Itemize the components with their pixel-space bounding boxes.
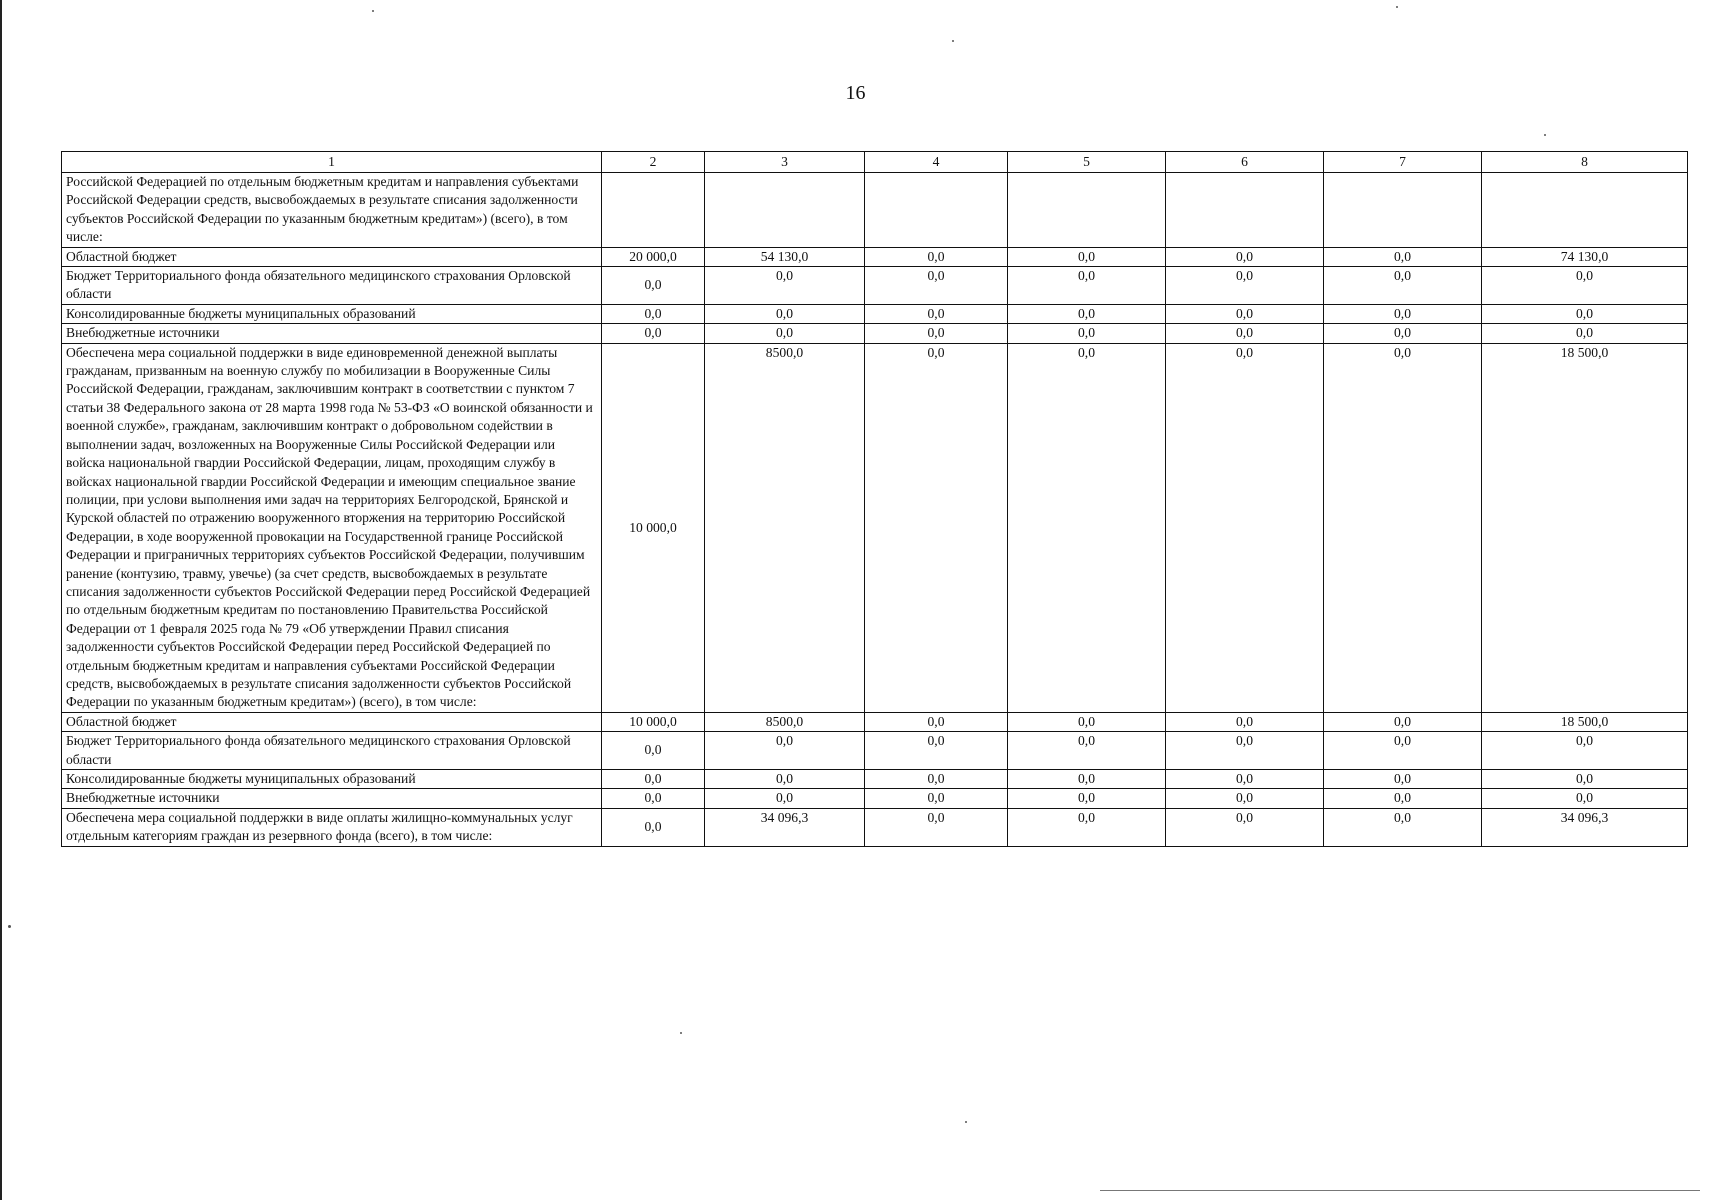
table-row <box>62 770 1688 789</box>
cell-value: 0,0 <box>705 324 865 343</box>
cell-value: 0,0 <box>602 732 705 770</box>
cell-value: 0,0 <box>1324 324 1482 343</box>
column-number: 8 <box>1482 152 1688 173</box>
cell-value: 0,0 <box>1482 324 1688 343</box>
cell-value: 0,0 <box>1324 808 1482 846</box>
column-number: 4 <box>865 152 1008 173</box>
cell-value: 0,0 <box>705 267 865 305</box>
column-number: 7 <box>1324 152 1482 173</box>
cell-value: 0,0 <box>1482 304 1688 323</box>
row-label: Бюджет Территориального фонда обязательного медицинского страхования Орловской области <box>62 267 602 305</box>
row-label: Бюджет Территориального фонда обязательного медицинского страхования Орловской области <box>62 732 602 770</box>
cell-value: 34 096,3 <box>1482 808 1688 846</box>
cell-value: 18 500,0 <box>1482 712 1688 731</box>
cell-value: 0,0 <box>1008 304 1166 323</box>
cell-value <box>1008 173 1166 248</box>
table-row <box>62 732 1688 770</box>
table-row <box>62 789 1688 808</box>
cell-value: 0,0 <box>705 789 865 808</box>
cell-value: 10 000,0 <box>602 712 705 731</box>
cell-value: 0,0 <box>865 808 1008 846</box>
table-row <box>62 304 1688 323</box>
scan-speck <box>952 40 954 42</box>
table-row <box>62 267 1688 305</box>
scan-speck <box>1544 134 1546 136</box>
table-row <box>62 247 1688 266</box>
page-number: 16 <box>845 82 866 104</box>
cell-value: 18 500,0 <box>1482 343 1688 712</box>
cell-value <box>705 173 865 248</box>
budget-table <box>61 151 1688 847</box>
cell-value: 0,0 <box>1324 267 1482 305</box>
table-row <box>62 173 1688 248</box>
column-number: 5 <box>1008 152 1166 173</box>
cell-value: 0,0 <box>1008 247 1166 266</box>
cell-value: 0,0 <box>602 808 705 846</box>
cell-value: 8500,0 <box>705 343 865 712</box>
cell-value: 0,0 <box>1482 789 1688 808</box>
column-number: 3 <box>705 152 865 173</box>
cell-value: 74 130,0 <box>1482 247 1688 266</box>
cell-value: 0,0 <box>705 732 865 770</box>
cell-value: 0,0 <box>1008 324 1166 343</box>
cell-value: 0,0 <box>602 770 705 789</box>
scan-speck <box>8 925 11 928</box>
cell-value: 0,0 <box>1008 732 1166 770</box>
scan-edge <box>0 0 2 1200</box>
column-number-row <box>62 152 1688 173</box>
table-row <box>62 343 1688 712</box>
column-number: 6 <box>1166 152 1324 173</box>
cell-value: 0,0 <box>1324 343 1482 712</box>
row-label: Консолидированные бюджеты муниципальных образований <box>62 770 602 789</box>
cell-value: 0,0 <box>1324 712 1482 731</box>
row-label: Внебюджетные источники <box>62 789 602 808</box>
column-number: 2 <box>602 152 705 173</box>
cell-value <box>865 173 1008 248</box>
cell-value: 8500,0 <box>705 712 865 731</box>
cell-value: 0,0 <box>602 267 705 305</box>
cell-value: 0,0 <box>865 712 1008 731</box>
scan-speck <box>680 1032 682 1034</box>
row-label: Обеспечена мера социальной поддержки в виде оплаты жилищно-коммунальных услуг отдельным категориям граждан из резервного фонда (всего), в том числе: <box>62 808 602 846</box>
cell-value: 0,0 <box>865 789 1008 808</box>
cell-value: 0,0 <box>1166 304 1324 323</box>
cell-value: 0,0 <box>1166 732 1324 770</box>
cell-value: 0,0 <box>865 247 1008 266</box>
cell-value: 0,0 <box>1324 770 1482 789</box>
column-number: 1 <box>62 152 602 173</box>
cell-value <box>1482 173 1688 248</box>
cell-value: 0,0 <box>1324 304 1482 323</box>
cell-value: 34 096,3 <box>705 808 865 846</box>
cell-value: 0,0 <box>1008 808 1166 846</box>
cell-value: 0,0 <box>1166 770 1324 789</box>
cell-value: 0,0 <box>1324 732 1482 770</box>
cell-value: 0,0 <box>1008 712 1166 731</box>
row-label: Областной бюджет <box>62 247 602 266</box>
cell-value: 0,0 <box>1324 789 1482 808</box>
cell-value: 0,0 <box>602 304 705 323</box>
cell-value: 0,0 <box>1166 247 1324 266</box>
cell-value: 20 000,0 <box>602 247 705 266</box>
cell-value: 0,0 <box>1482 732 1688 770</box>
cell-value: 0,0 <box>1324 247 1482 266</box>
cell-value: 0,0 <box>1166 267 1324 305</box>
cell-value: 0,0 <box>865 732 1008 770</box>
cell-value: 0,0 <box>705 770 865 789</box>
cell-value: 0,0 <box>1166 343 1324 712</box>
scan-edge-line <box>1100 1190 1700 1191</box>
cell-value: 0,0 <box>865 267 1008 305</box>
row-label: Консолидированные бюджеты муниципальных образований <box>62 304 602 323</box>
table-row <box>62 712 1688 731</box>
cell-value: 0,0 <box>1008 789 1166 808</box>
scan-speck <box>1396 6 1398 8</box>
cell-value: 0,0 <box>1008 770 1166 789</box>
row-label: Внебюджетные источники <box>62 324 602 343</box>
table-row <box>62 808 1688 846</box>
scan-speck <box>372 10 374 12</box>
row-label: Областной бюджет <box>62 712 602 731</box>
cell-value: 0,0 <box>865 304 1008 323</box>
cell-value <box>602 173 705 248</box>
cell-value <box>1324 173 1482 248</box>
cell-value: 0,0 <box>1482 267 1688 305</box>
cell-value: 54 130,0 <box>705 247 865 266</box>
row-label: Обеспечена мера социальной поддержки в виде единовременной денежной выплаты гражданам, призванным на военную службу по мобилизации в Вооруженные Силы Российской Федерации, гражданам, заключившим контракт в соответствии с пунктом 7 статьи 38 Федерального закона от 28 марта 1998 года № 53-ФЗ «О воинской обязанности и военной службе», гражданам, заключившим контракт о добровольном содействии в выполнении задач, возложенных на Вооруженные Силы Российской Федерации или войска национальной гвардии Российской Федерации, лицам, проходящим службу в войсках национальной гвардии Российской Федерации и имеющим специальное звание полиции, при услови выполнения ими задач на территориях Белгородской, Брянской и Курской областей по отражению вооруженного вторжения на территорию Российской Федерации, в ходе вооруженной провокации на Государственной границе Российской Федерации и приграничных территориях субъектов Российской Федерации, получившим ранение (контузию, травму, увечье) (за счет средств, высвобождаемых в результате списания задолженности субъектов Российской Федерации перед Российской Федерацией по отдельным бюджетным кредитам по постановлению Правительства Российской Федерации от 1 февраля 2025 года № 79 «Об утверждении Правил списания задолженности субъектов Российской Федерации перед Российской Федерацией по отдельным бюджетным кредитам и направления субъектами Российской Федерации средств, высвобождаемых в результате списания задолженности субъектов Российской Федерации по указанным бюджетным кредитам») (всего), в том числе: <box>62 343 602 712</box>
cell-value <box>1166 173 1324 248</box>
row-label: Российской Федерацией по отдельным бюджетным кредитам и направления субъектами Российской Федерации средств, высвобождаемых в результате списания задолженности субъектов Российской Федерации по указанным бюджетным кредитам») (всего), в том числе: <box>62 173 602 248</box>
cell-value: 0,0 <box>1166 712 1324 731</box>
cell-value: 0,0 <box>865 343 1008 712</box>
cell-value: 0,0 <box>1008 343 1166 712</box>
cell-value: 0,0 <box>865 324 1008 343</box>
scan-speck <box>965 1121 967 1123</box>
cell-value: 0,0 <box>602 789 705 808</box>
cell-value: 0,0 <box>1008 267 1166 305</box>
cell-value: 0,0 <box>602 324 705 343</box>
cell-value: 0,0 <box>1166 789 1324 808</box>
cell-value: 0,0 <box>1482 770 1688 789</box>
cell-value: 0,0 <box>865 770 1008 789</box>
cell-value: 0,0 <box>1166 324 1324 343</box>
table-row <box>62 324 1688 343</box>
cell-value: 0,0 <box>1166 808 1324 846</box>
cell-value: 10 000,0 <box>602 343 705 712</box>
cell-value: 0,0 <box>705 304 865 323</box>
